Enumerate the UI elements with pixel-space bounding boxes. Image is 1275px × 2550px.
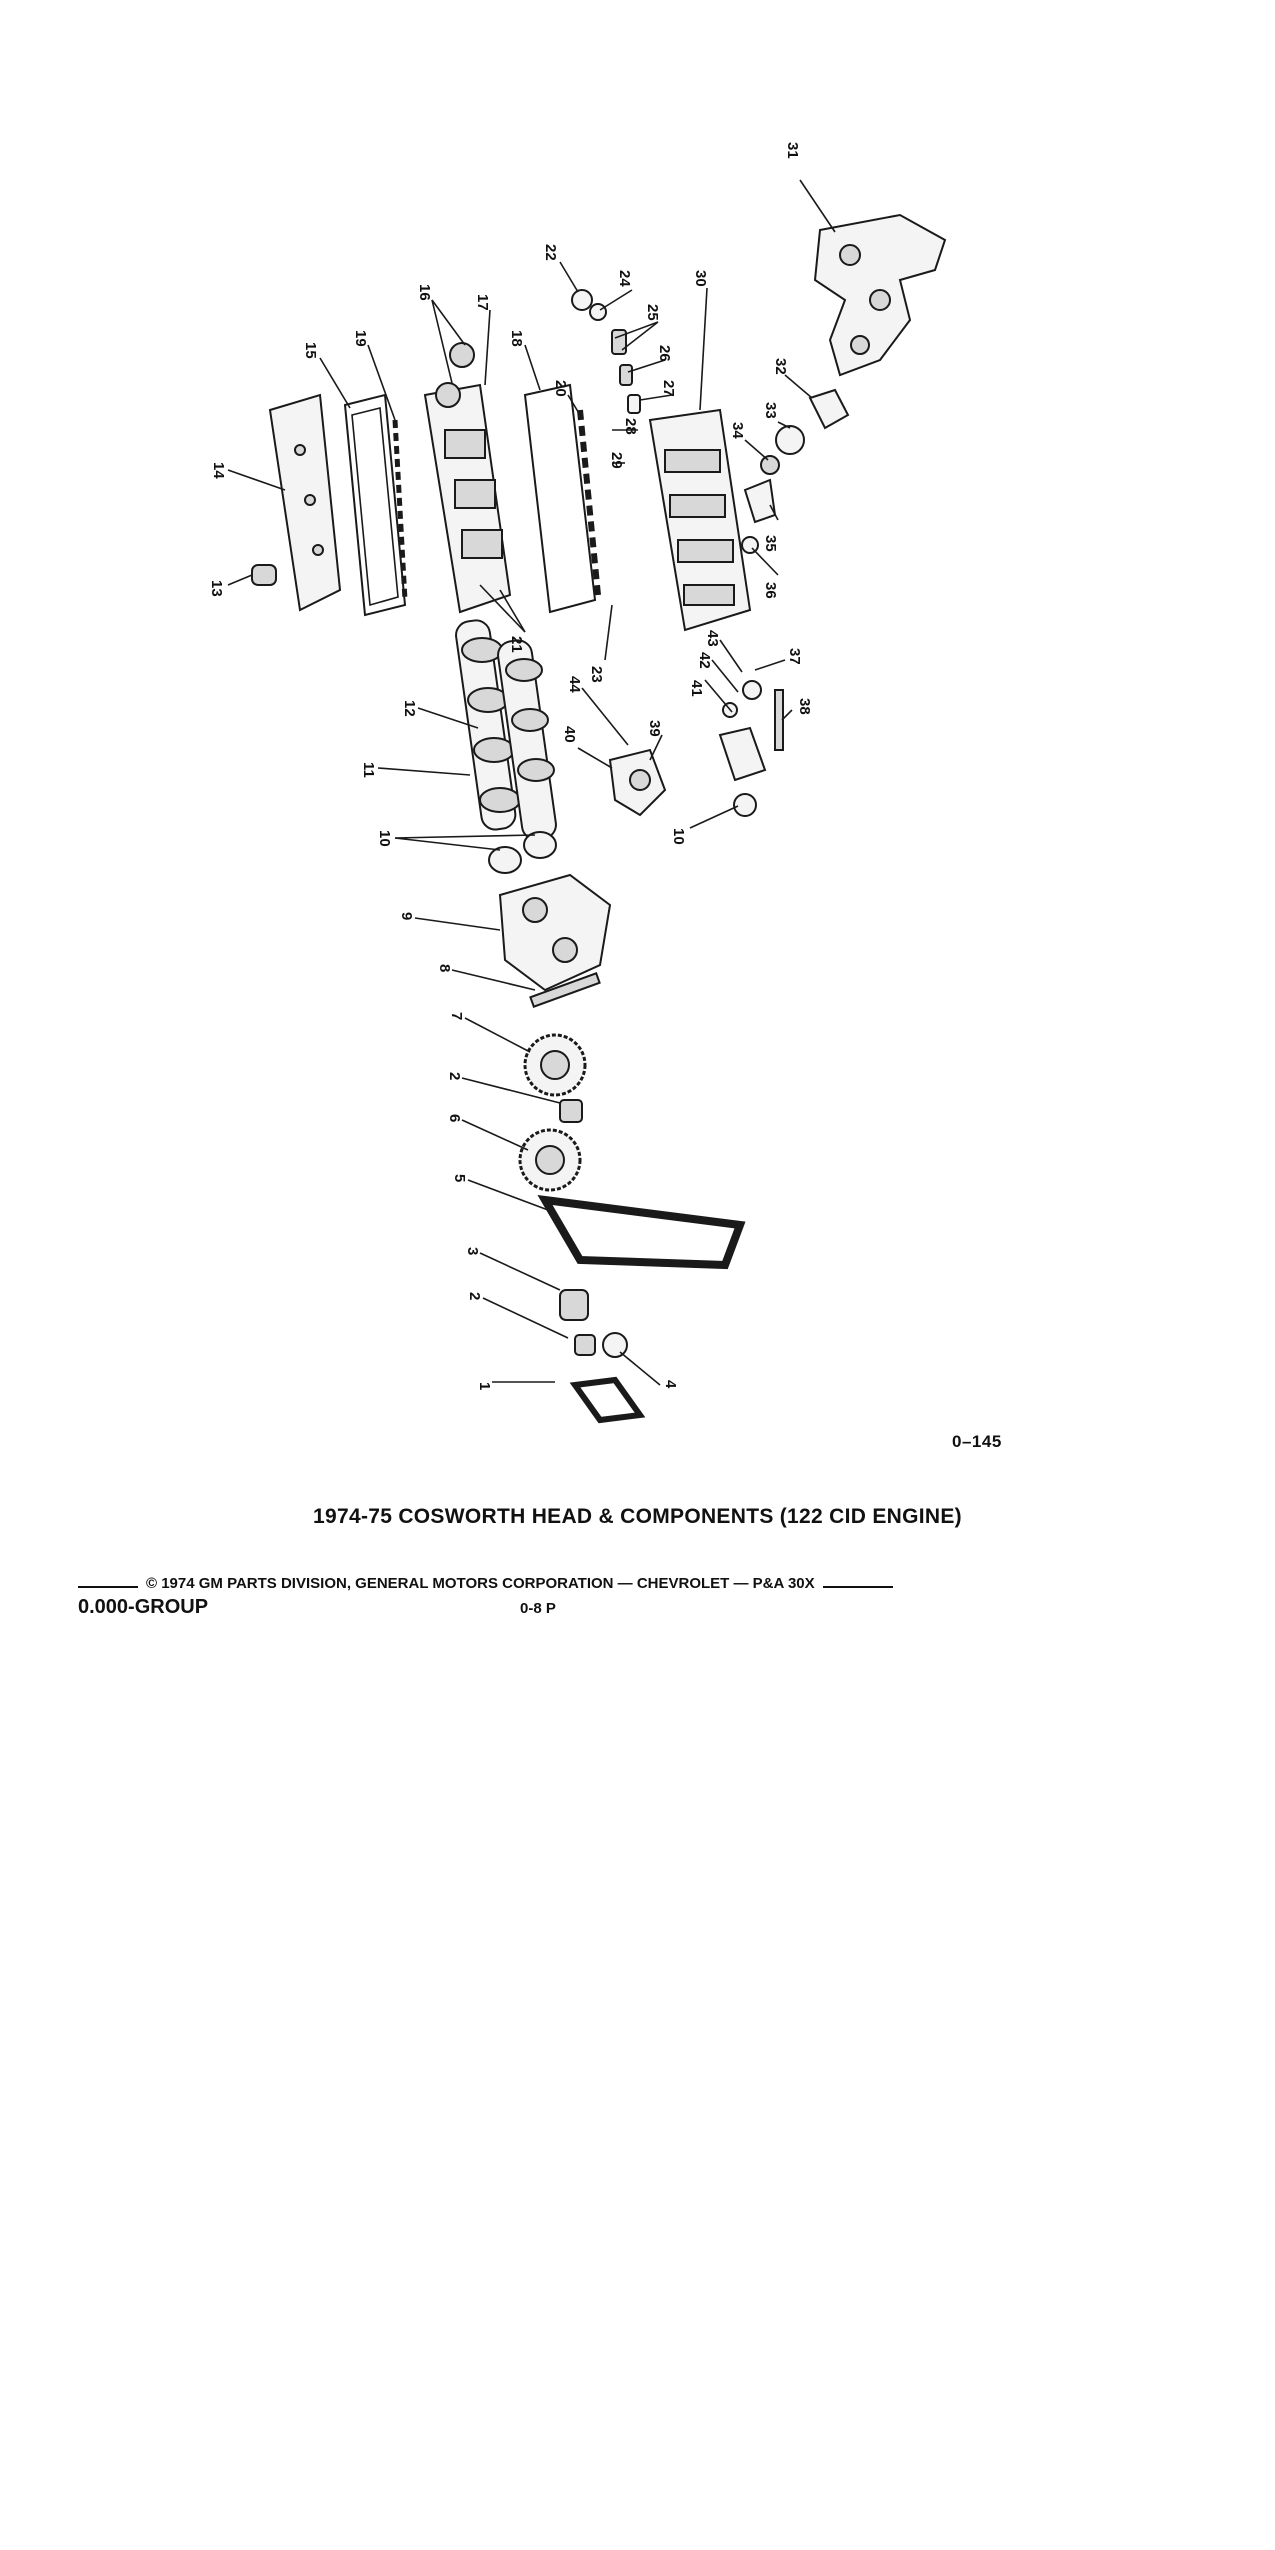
callout-1: 1 (476, 1382, 493, 1391)
callout-19: 19 (352, 330, 369, 347)
callout-17: 17 (474, 294, 491, 311)
part-cam-housing (425, 343, 510, 612)
part-timing-cover (500, 875, 610, 990)
callout-7: 7 (448, 1012, 465, 1021)
callout-35: 35 (762, 535, 779, 552)
callout-41: 41 (688, 680, 705, 697)
part-cam-sprocket (525, 1035, 585, 1095)
copyright-line (78, 1575, 1038, 1592)
callout-5: 5 (451, 1174, 468, 1183)
callout-4: 4 (662, 1380, 679, 1389)
callout-23: 23 (588, 666, 605, 683)
callout-40: 40 (561, 726, 578, 743)
callout-25: 25 (644, 304, 661, 321)
part-timing-belt (545, 1200, 740, 1265)
callout-42: 42 (696, 652, 713, 669)
part-rear-housing (610, 681, 783, 816)
callout-11: 11 (360, 762, 377, 778)
part-cam-seals (489, 832, 556, 873)
callout-28: 28 (622, 418, 639, 435)
part-exhaust-manifold (815, 215, 945, 375)
part-filler-cap (252, 565, 276, 585)
callout-24: 24 (616, 270, 633, 287)
group-label: 0.000-GROUP (78, 1596, 209, 1618)
page-number: 0-8 P (520, 1600, 556, 1617)
callout-labels (208, 142, 813, 1390)
rule-right (823, 1586, 893, 1588)
part-head-gasket (525, 385, 598, 612)
part-accessory-belt (575, 1380, 640, 1420)
rule-left (78, 1586, 138, 1588)
callout-44: 44 (566, 676, 583, 693)
callout-33: 33 (762, 402, 779, 419)
callout-3: 3 (464, 1247, 481, 1256)
callout-29: 29 (608, 452, 625, 469)
callout-12: 12 (401, 700, 418, 717)
figure-caption: 1974-75 COSWORTH HEAD & COMPONENTS (122 CID ENGINE) (313, 1505, 962, 1528)
callout-20: 20 (552, 380, 569, 397)
figure-reference: 0–145 (952, 1432, 1002, 1451)
part-idler-lower (575, 1335, 595, 1355)
callout-2: 2 (466, 1292, 483, 1301)
callout-6: 6 (446, 1114, 463, 1123)
callout-31: 31 (784, 142, 801, 159)
callout-18: 18 (508, 330, 525, 347)
callout-36: 36 (762, 582, 779, 599)
part-cam-cover (270, 395, 340, 610)
callout-26: 26 (656, 345, 673, 362)
callout-10b: 10 (670, 828, 687, 845)
part-water-outlet (742, 390, 848, 553)
callout-39: 39 (646, 720, 663, 737)
part-drive-sprocket (520, 1130, 580, 1190)
callout-43: 43 (704, 630, 721, 647)
copyright-text: © 1974 GM PARTS DIVISION, GENERAL MOTORS CORPORATION — CHEVROLET — P&A 30X (146, 1575, 815, 1592)
callout-2b: 2 (446, 1072, 463, 1081)
callout-15: 15 (302, 342, 319, 359)
part-valve-spring-stack (572, 290, 640, 413)
callout-27: 27 (660, 380, 677, 397)
callout-13: 13 (208, 580, 225, 597)
callout-21: 21 (508, 636, 525, 653)
callout-37: 37 (786, 648, 803, 665)
callout-30: 30 (692, 270, 709, 287)
part-cover-gasket (345, 395, 405, 615)
callout-22: 22 (542, 244, 559, 261)
callout-9: 9 (398, 912, 415, 921)
part-belt-pulley (560, 1290, 588, 1320)
callout-16: 16 (416, 284, 433, 301)
part-idler-upper (560, 1100, 582, 1122)
part-cylinder-head (650, 410, 750, 630)
callout-34: 34 (729, 422, 746, 439)
callout-38: 38 (796, 698, 813, 715)
callout-8: 8 (436, 964, 453, 973)
callout-14: 14 (210, 462, 227, 479)
callout-10: 10 (376, 830, 393, 847)
callout-32: 32 (772, 358, 789, 375)
part-front-seal (603, 1333, 627, 1357)
